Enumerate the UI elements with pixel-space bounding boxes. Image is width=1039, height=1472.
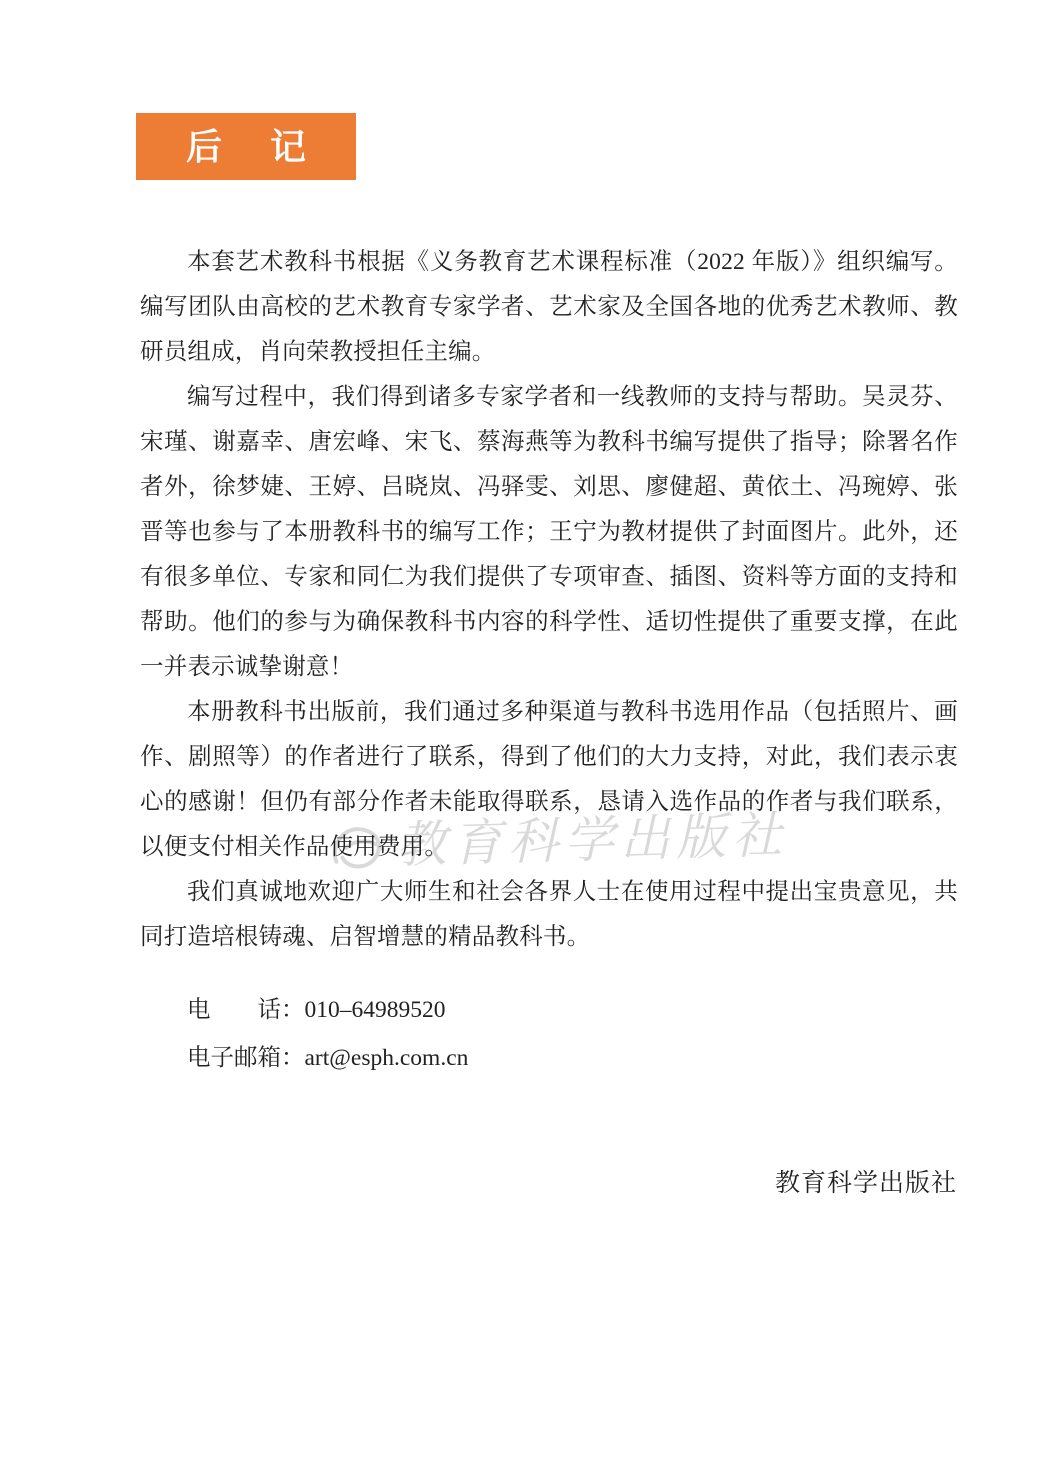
email-label: 电子邮箱：: [187, 1045, 305, 1071]
contact-info: [140, 986, 468, 1082]
phone-line: [187, 986, 468, 1034]
chapter-title: 后 记: [185, 125, 312, 167]
watermark-text: 教育科学出版社: [395, 806, 789, 874]
paragraph-standard-basis: 本套艺术教科书根据《义务教育艺术课程标准（2022 年版）》组织编写。编写团队由高校的艺术教育专家学者、艺术家及全国各地的优秀艺术教师、教研员组成，肖向荣教授担任主编。: [140, 249, 958, 365]
publisher-name: 教育科学出版社: [774, 1170, 957, 1197]
chapter-title-badge: [136, 113, 356, 180]
paragraph-feedback-invitation: 我们真诚地欢迎广大师生和社会各界人士在使用过程中提出宝贵意见，共同打造培根铸魂、启智增慧的精品教科书。: [140, 879, 958, 950]
email-line: [187, 1034, 468, 1082]
phone-value: 010–64989520: [304, 997, 446, 1023]
email-value: art@esph.com.cn: [304, 1045, 469, 1071]
afterword-body: [140, 240, 958, 960]
paragraph-acknowledgements: 编写过程中，我们得到诸多专家学者和一线教师的支持与帮助。吴灵芬、宋瑾、谢嘉幸、唐宏峰、宋飞、蔡海燕等为教科书编写提供了指导；除署名作者外，徐梦婕、王婷、吕晓岚、冯驿雯、刘思、廖健超、黄依土、冯琬婷、张晋等也参与了本册教科书的编写工作；王宁为教材提供了封面图片。此外，还有很多单位、专家和同仁为我们提供了专项审查、插图、资料等方面的支持和帮助。他们的参与为确保教科书内容的科学性、适切性提供了重要支撑，在此一并表示诚挚谢意！: [140, 384, 958, 680]
phone-label: 电 话：: [187, 997, 305, 1023]
paragraph-copyright-contact: 本册教科书出版前，我们通过多种渠道与教科书选用作品（包括照片、画作、剧照等）的作者进行了联系，得到了他们的大力支持，对此，我们表示衷心的感谢！但仍有部分作者未能取得联系，恳请入选作品的作者与我们联系，以便支付相关作品使用费用。: [140, 699, 958, 860]
